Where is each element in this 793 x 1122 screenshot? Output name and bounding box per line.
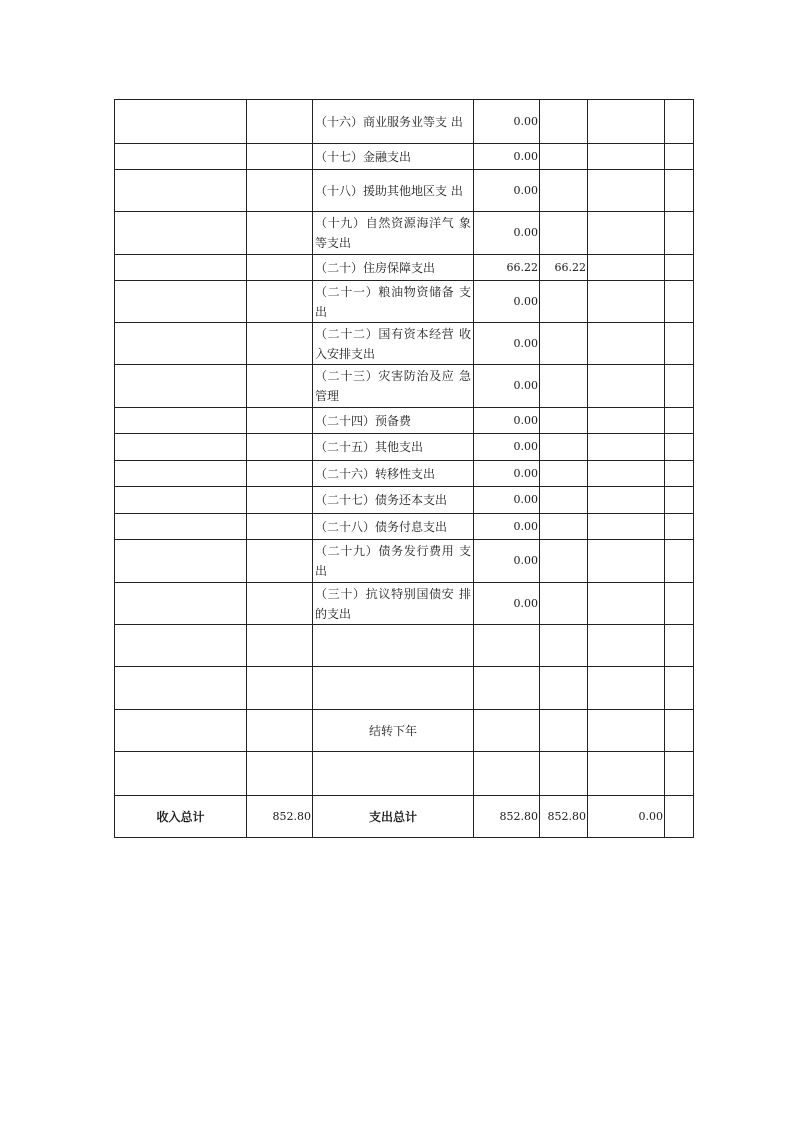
expense-item-name: （十六）商业服务业等支 出 xyxy=(313,100,474,144)
expense-total-value: 0.00 xyxy=(474,365,540,408)
expense-total-label: 支出总计 xyxy=(313,796,474,838)
expense-item-name: （二十八）债务付息支出 xyxy=(313,514,474,540)
expense-item-name: （二十九）债务发行费用 支出 xyxy=(313,540,474,583)
blank-row xyxy=(115,625,694,667)
general-budget-value xyxy=(540,323,588,365)
expense-item-name: （二十）住房保障支出 xyxy=(313,255,474,281)
general-budget-value: 66.22 xyxy=(540,255,588,281)
table-row xyxy=(115,583,694,625)
extra-cell xyxy=(665,365,694,408)
income-value-cell xyxy=(247,408,313,434)
table-row xyxy=(115,255,694,281)
extra-cell xyxy=(665,144,694,170)
general-budget-value xyxy=(540,514,588,540)
income-value-cell xyxy=(247,365,313,408)
income-item-cell xyxy=(115,323,247,365)
extra-cell xyxy=(665,514,694,540)
gov-fund-value xyxy=(588,255,665,281)
extra-cell xyxy=(665,408,694,434)
expense-total-value: 0.00 xyxy=(474,487,540,514)
extra-cell xyxy=(665,540,694,583)
expense-total-value: 66.22 xyxy=(474,255,540,281)
income-total-label: 收入总计 xyxy=(115,796,247,838)
table-row xyxy=(115,144,694,170)
expense-item-name: （十九）自然资源海洋气 象等支出 xyxy=(313,212,474,255)
expense-item-name: （二十五）其他支出 xyxy=(313,434,474,461)
general-budget-value xyxy=(540,408,588,434)
expense-total-value: 0.00 xyxy=(474,144,540,170)
gov-fund-value xyxy=(588,434,665,461)
gov-fund-value xyxy=(588,461,665,487)
income-value-cell xyxy=(247,434,313,461)
extra-cell xyxy=(665,796,694,838)
income-item-cell xyxy=(115,434,247,461)
expense-item-name: （二十一）粮油物资储备 支出 xyxy=(313,281,474,323)
income-item-cell xyxy=(115,365,247,408)
gov-fund-value xyxy=(588,540,665,583)
general-budget-value xyxy=(540,212,588,255)
table-row xyxy=(115,461,694,487)
blank-row xyxy=(115,752,694,796)
extra-cell xyxy=(665,487,694,514)
income-value-cell xyxy=(247,100,313,144)
table-row xyxy=(115,408,694,434)
carry-over-label: 结转下年 xyxy=(313,710,474,752)
income-total-value: 852.80 xyxy=(247,796,313,838)
income-item-cell xyxy=(115,514,247,540)
income-value-cell xyxy=(247,212,313,255)
gov-fund-value xyxy=(588,281,665,323)
general-budget-value xyxy=(540,540,588,583)
table-row xyxy=(115,281,694,323)
expense-total-value: 0.00 xyxy=(474,281,540,323)
income-value-cell xyxy=(247,461,313,487)
general-budget-value xyxy=(540,100,588,144)
expense-item-name: （二十四）预备费 xyxy=(313,408,474,434)
expense-item-name: （二十二）国有资本经营 收入安排支出 xyxy=(313,323,474,365)
expense-total-sum: 852.80 xyxy=(474,796,540,838)
expense-total-value: 0.00 xyxy=(474,434,540,461)
gov-fund-value xyxy=(588,212,665,255)
extra-cell xyxy=(665,255,694,281)
expense-total-value: 0.00 xyxy=(474,323,540,365)
income-item-cell xyxy=(115,170,247,212)
income-item-cell xyxy=(115,461,247,487)
income-value-cell xyxy=(247,487,313,514)
income-value-cell xyxy=(247,144,313,170)
expense-gov-fund-sum: 0.00 xyxy=(588,796,665,838)
table-row xyxy=(115,540,694,583)
extra-cell xyxy=(665,212,694,255)
general-budget-value xyxy=(540,583,588,625)
gov-fund-value xyxy=(588,144,665,170)
gov-fund-value xyxy=(588,583,665,625)
income-item-cell xyxy=(115,540,247,583)
income-value-cell xyxy=(247,583,313,625)
general-budget-value xyxy=(540,170,588,212)
income-item-cell xyxy=(115,100,247,144)
gov-fund-value xyxy=(588,487,665,514)
gov-fund-value xyxy=(588,323,665,365)
gov-fund-value xyxy=(588,100,665,144)
income-value-cell xyxy=(247,255,313,281)
expense-total-value: 0.00 xyxy=(474,461,540,487)
carry-over-row xyxy=(115,710,694,752)
expense-item-name: （二十三）灾害防治及应 急管理 xyxy=(313,365,474,408)
income-value-cell xyxy=(247,540,313,583)
gov-fund-value xyxy=(588,365,665,408)
table-row xyxy=(115,434,694,461)
blank-row xyxy=(115,667,694,710)
expense-item-name: （十八）援助其他地区支 出 xyxy=(313,170,474,212)
general-budget-value xyxy=(540,487,588,514)
income-value-cell xyxy=(247,170,313,212)
income-item-cell xyxy=(115,144,247,170)
table-row xyxy=(115,323,694,365)
extra-cell xyxy=(665,100,694,144)
general-budget-value xyxy=(540,365,588,408)
budget-summary-table xyxy=(114,99,694,838)
income-item-cell xyxy=(115,212,247,255)
expense-item-name: （二十七）债务还本支出 xyxy=(313,487,474,514)
expense-general-sum: 852.80 xyxy=(540,796,588,838)
general-budget-value xyxy=(540,144,588,170)
expense-total-value: 0.00 xyxy=(474,540,540,583)
table-row xyxy=(115,100,694,144)
income-item-cell xyxy=(115,583,247,625)
income-value-cell xyxy=(247,281,313,323)
extra-cell xyxy=(665,281,694,323)
expense-total-value: 0.00 xyxy=(474,100,540,144)
table-row xyxy=(115,212,694,255)
extra-cell xyxy=(665,323,694,365)
gov-fund-value xyxy=(588,170,665,212)
income-item-cell xyxy=(115,281,247,323)
table-row xyxy=(115,514,694,540)
gov-fund-value xyxy=(588,514,665,540)
income-value-cell xyxy=(247,323,313,365)
expense-total-value: 0.00 xyxy=(474,212,540,255)
table-row xyxy=(115,365,694,408)
extra-cell xyxy=(665,583,694,625)
general-budget-value xyxy=(540,461,588,487)
expense-total-value: 0.00 xyxy=(474,170,540,212)
income-value-cell xyxy=(247,514,313,540)
general-budget-value xyxy=(540,434,588,461)
income-item-cell xyxy=(115,255,247,281)
totals-row xyxy=(115,796,694,838)
extra-cell xyxy=(665,170,694,212)
expense-total-value: 0.00 xyxy=(474,408,540,434)
extra-cell xyxy=(665,434,694,461)
expense-item-name: （三十）抗议特别国债安 排的支出 xyxy=(313,583,474,625)
table-row xyxy=(115,170,694,212)
table-row xyxy=(115,487,694,514)
table-body xyxy=(115,100,694,838)
expense-total-value: 0.00 xyxy=(474,583,540,625)
extra-cell xyxy=(665,461,694,487)
expense-total-value: 0.00 xyxy=(474,514,540,540)
income-item-cell xyxy=(115,487,247,514)
income-item-cell xyxy=(115,408,247,434)
general-budget-value xyxy=(540,281,588,323)
expense-item-name: （十七）金融支出 xyxy=(313,144,474,170)
expense-item-name: （二十六）转移性支出 xyxy=(313,461,474,487)
gov-fund-value xyxy=(588,408,665,434)
